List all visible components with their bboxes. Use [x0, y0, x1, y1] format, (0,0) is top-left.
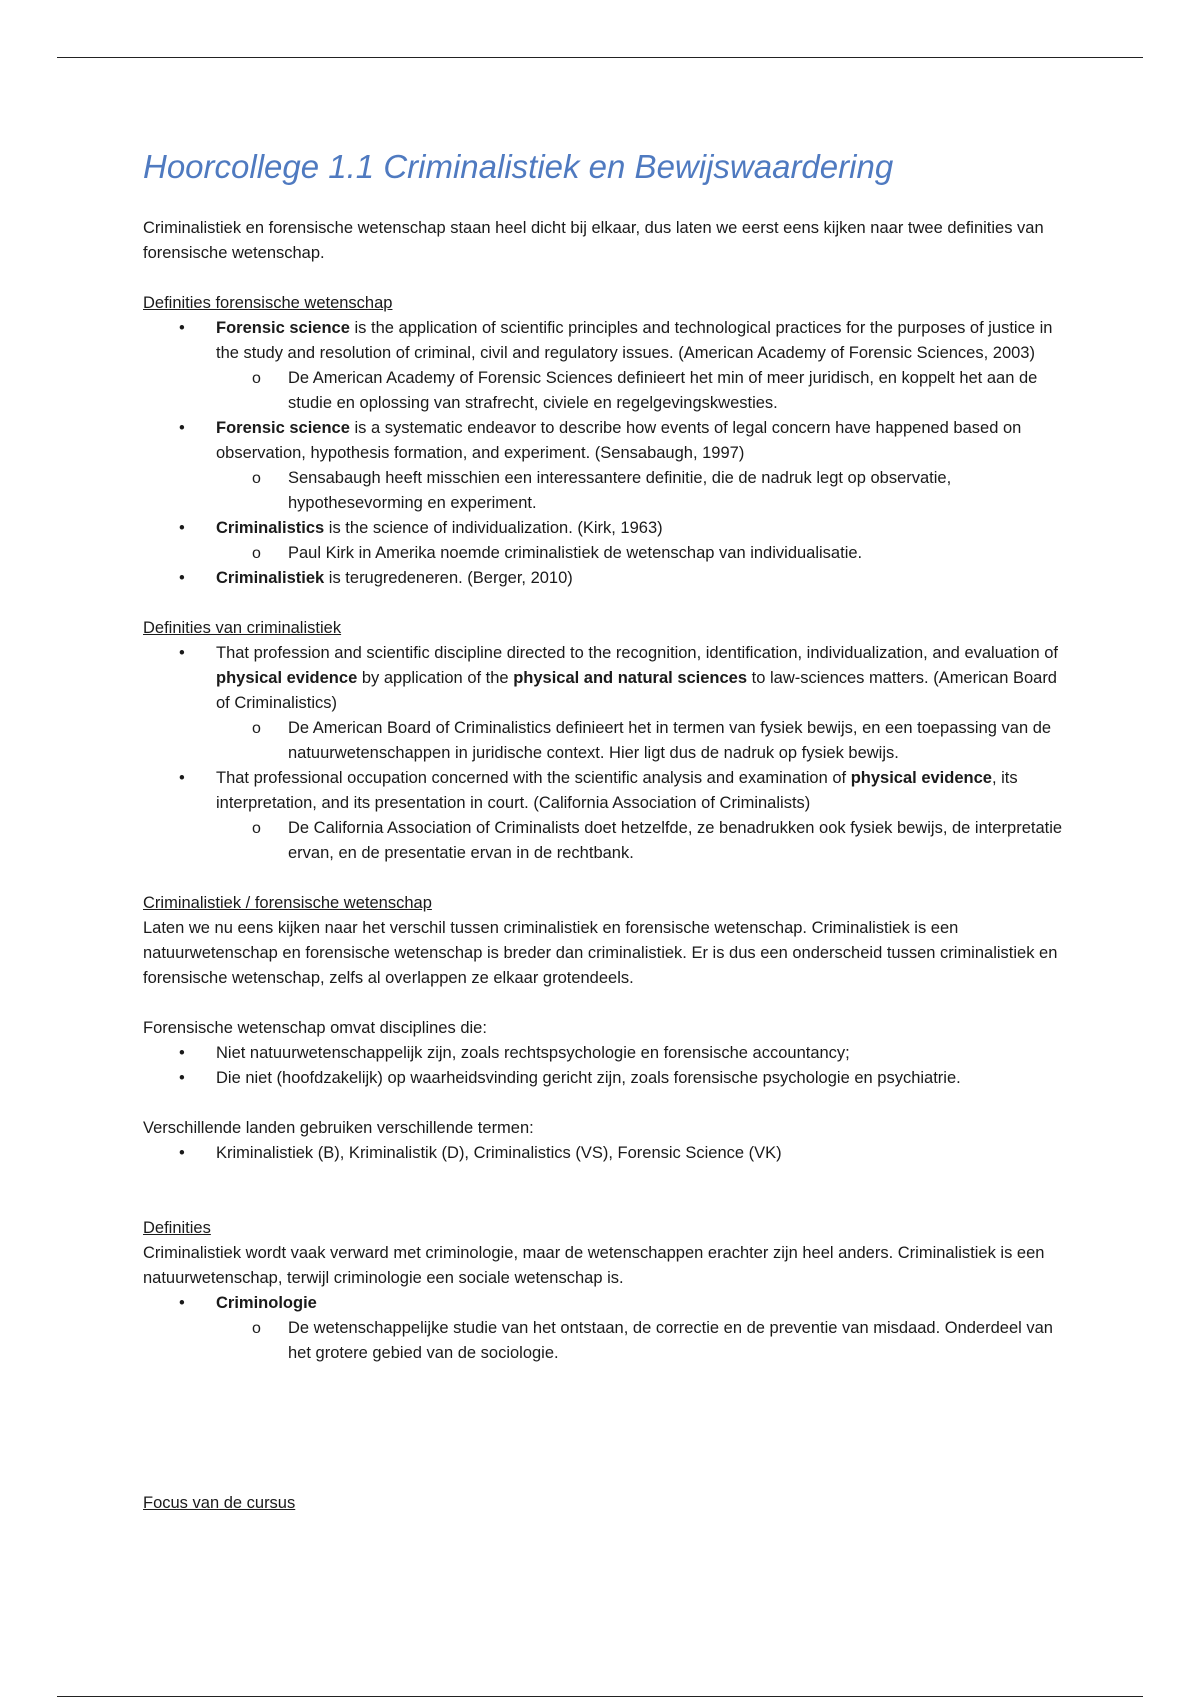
list-item — [143, 1041, 1063, 1066]
sub-list-item — [143, 1316, 1063, 1366]
sub-bullet-icon: o — [252, 470, 261, 487]
criminology-paragraph: Criminalistiek wordt vaak verward met criminologie, maar de wetenschappen erachter zijn heel anders. Criminalistiek is een natuurwetenschap, terwijl criminologie een sociale wetenschap is. — [143, 1244, 1045, 1287]
sub-bullet-icon: o — [252, 370, 261, 387]
bullet-icon: • — [179, 569, 185, 587]
sub-item-text: Sensabaugh heeft misschien een interessantere definitie, die de nadruk legt op observatie, hypothesevorming en experiment. — [288, 469, 952, 512]
sub-bullet-icon: o — [252, 720, 261, 737]
definition-text: to law-sciences matters. (American Board of Criminalistics) — [216, 669, 1057, 712]
sub-item-text: Paul Kirk in Amerika noemde criminalistiek de wetenschap van individualisatie. — [288, 544, 863, 562]
criminalistics-definitions-list — [143, 641, 1063, 866]
section-heading-criminalistiek-forensische-wetenschap: Criminalistiek / forensische wetenschap — [143, 894, 432, 912]
sub-bullet-icon: o — [252, 820, 261, 837]
criminology-list — [143, 1291, 1063, 1366]
list-item — [143, 1291, 1063, 1366]
list-item — [143, 641, 1063, 766]
section-heading-definities-forensische-wetenschap: Definities forensische wetenschap — [143, 294, 393, 312]
list-item — [143, 766, 1063, 866]
term-bold: Criminalistiek — [216, 569, 325, 587]
list-item — [143, 316, 1063, 416]
bullet-icon: • — [179, 644, 185, 662]
list-item — [143, 416, 1063, 516]
bullet-icon: • — [179, 1069, 185, 1087]
section-heading-definities: Definities — [143, 1219, 211, 1237]
sub-list-item — [143, 716, 1063, 766]
term-bold: Forensic science — [216, 319, 350, 337]
list-item-text: Kriminalistiek (B), Kriminalistik (D), Criminalistics (VS), Forensic Science (VK) — [216, 1144, 782, 1162]
definition-text: is the science of individualization. (Kirk, 1963) — [324, 519, 663, 537]
definition-text: That professional occupation concerned with the scientific analysis and examination of — [216, 769, 851, 787]
term-bold: Criminologie — [216, 1294, 317, 1312]
bullet-icon: • — [179, 519, 185, 537]
sub-list-item — [143, 541, 1063, 566]
footer-rule — [57, 1696, 1143, 1697]
bullet-icon: • — [179, 769, 185, 787]
list-item-text: Niet natuurwetenschappelijk zijn, zoals rechtspsychologie en forensische accountancy; — [216, 1044, 850, 1062]
term-bold: physical and natural sciences — [513, 669, 748, 687]
term-bold: Criminalistics — [216, 519, 325, 537]
sub-bullet-icon: o — [252, 1320, 261, 1337]
list-item — [143, 1066, 1063, 1091]
bullet-icon: • — [179, 1044, 185, 1062]
section-heading-definities-van-criminalistiek: Definities van criminalistiek — [143, 619, 342, 637]
list-item-text: Die niet (hoofdzakelijk) op waarheidsvinding gericht zijn, zoals forensische psychologie en psychiatrie. — [216, 1069, 961, 1087]
terms-intro: Verschillende landen gebruiken verschillende termen: — [143, 1119, 534, 1137]
sub-item-text: De California Association of Criminalists doet hetzelfde, ze benadrukken ook fysiek bewijs, de interpretatie ervan, en de presentatie ervan in de rechtbank. — [288, 819, 1063, 862]
section-heading-focus-van-de-cursus: Focus van de cursus — [143, 1494, 296, 1512]
disciplines-intro: Forensische wetenschap omvat disciplines die: — [143, 1019, 487, 1037]
list-item — [143, 1141, 1063, 1166]
definition-text: , its interpretation, and its presentation in court. (California Association of Criminalists) — [216, 769, 1018, 812]
sub-list-item — [143, 816, 1063, 866]
bullet-icon: • — [179, 419, 185, 437]
document-page — [143, 142, 1063, 1516]
definitions-list — [143, 316, 1063, 591]
list-item — [143, 566, 1063, 591]
bullet-icon: • — [179, 319, 185, 337]
document-title: Hoorcollege 1.1 Criminalistiek en Bewijswaardering — [143, 148, 894, 185]
disciplines-list — [143, 1041, 1063, 1091]
comparison-paragraph: Laten we nu eens kijken naar het verschil tussen criminalistiek en forensische wetenschap. Criminalistiek is een natuurwetenschap en forensische wetenschap is breder dan criminalistiek. Er is dus een onderscheid tussen criminalistiek en forensische wetenschap, zelfs al overlappen ze elkaar grotendeels. — [143, 919, 1058, 987]
term-bold: physical evidence — [216, 669, 358, 687]
bullet-icon: • — [179, 1294, 185, 1312]
intro-paragraph: Criminalistiek en forensische wetenschap staan heel dicht bij elkaar, dus laten we eerst eens kijken naar twee definities van forensische wetenschap. — [143, 219, 1044, 262]
sub-item-text: De wetenschappelijke studie van het ontstaan, de correctie en de preventie van misdaad. Onderdeel van het grotere gebied van de sociologie. — [288, 1319, 1053, 1362]
term-bold: physical evidence — [850, 769, 992, 787]
term-bold: Forensic science — [216, 419, 350, 437]
definition-text: is the application of scientific principles and technological practices for the purposes of justice in the study and resolution of criminal, civil and regulatory issues. (American Academy of Forensic Sciences, 2003) — [216, 319, 1053, 362]
header-rule — [57, 57, 1143, 58]
definition-text: is terugredeneren. (Berger, 2010) — [324, 569, 573, 587]
sub-list-item — [143, 466, 1063, 516]
list-item — [143, 516, 1063, 566]
sub-bullet-icon: o — [252, 545, 261, 562]
sub-list-item — [143, 366, 1063, 416]
definition-text: That profession and scientific discipline directed to the recognition, identification, individualization, and evaluation of — [216, 644, 1059, 662]
definition-text: is a systematic endeavor to describe how events of legal concern have happened based on observation, hypothesis formation, and experiment. (Sensabaugh, 1997) — [216, 419, 1022, 462]
sub-item-text: De American Academy of Forensic Sciences definieert het min of meer juridisch, en koppelt het aan de studie en oplossing van strafrecht, civiele en regelgevingskwesties. — [288, 369, 1038, 412]
sub-item-text: De American Board of Criminalistics definieert het in termen van fysiek bewijs, en een toepassing van de natuurwetenschappen in juridische context. Hier ligt dus de nadruk op fysiek bewijs. — [288, 719, 1052, 762]
terms-list — [143, 1141, 1063, 1166]
definition-text: by application of the — [357, 669, 514, 687]
bullet-icon: • — [179, 1144, 185, 1162]
